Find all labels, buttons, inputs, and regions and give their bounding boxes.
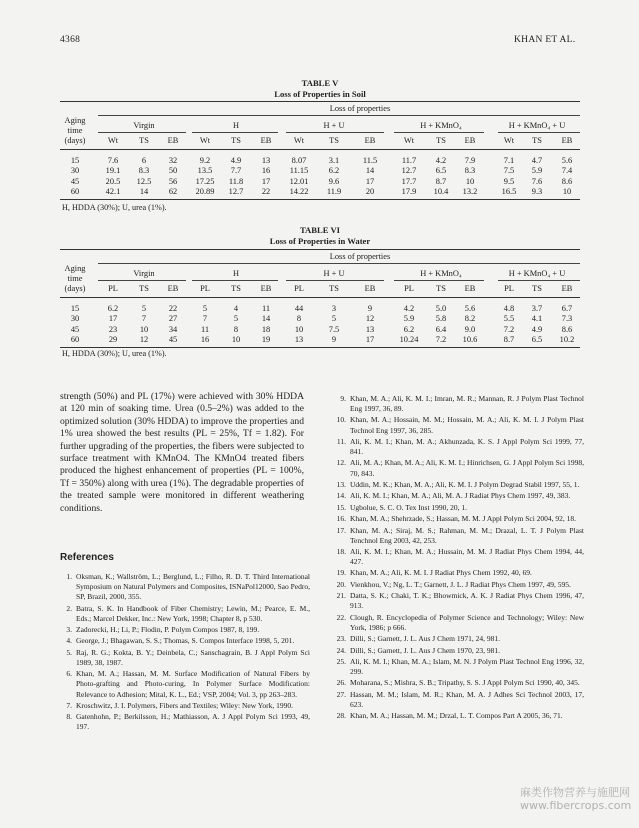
data-cell: 29 xyxy=(108,334,118,344)
data-cell: 17.25 xyxy=(195,176,215,186)
row-day-label: 45 xyxy=(70,324,80,334)
reference-item xyxy=(334,690,584,710)
reference-item xyxy=(334,547,584,567)
data-cell: 8 xyxy=(233,324,239,334)
reference-number: 20. xyxy=(336,579,346,589)
aging-time-label: Aging xyxy=(64,264,86,273)
reference-item xyxy=(60,572,310,602)
reference-text: Khan, M. A.; Shehrzade, S.; Hassan, M. M. J Appl Polym Sci 2004, 92, 18. xyxy=(350,514,577,524)
subcolumn-header: EB xyxy=(561,284,573,293)
data-cell: 6.4 xyxy=(435,324,447,334)
data-cell: 4.8 xyxy=(503,304,515,313)
reference-number: 18. xyxy=(336,546,346,556)
data-cell: 6 xyxy=(141,156,147,165)
data-cell: 12.7 xyxy=(228,186,244,196)
subcolumn-header: TS xyxy=(231,136,241,145)
data-cell: 7.6 xyxy=(107,156,119,165)
reference-text: Khan, M. A.; Hossain, M. M.; Hossain, M. A.; Ali, K. M. I. J Polym Plast Technol Eng 1997, 36, 285. xyxy=(350,415,584,435)
reference-number: 25. xyxy=(336,657,346,666)
data-cell: 62 xyxy=(168,186,178,196)
data-cell: 14 xyxy=(261,314,271,324)
page-number: 4368 xyxy=(60,35,81,45)
group-underline xyxy=(394,280,484,281)
data-cell: 7.1 xyxy=(503,156,515,165)
table6-subtitle: Loss of Properties in Water xyxy=(269,235,371,246)
reference-item xyxy=(60,701,310,711)
data-cell: 4 xyxy=(233,304,239,313)
data-cell: 6.5 xyxy=(435,166,447,176)
references-heading: References xyxy=(60,552,114,563)
data-cell: 12 xyxy=(139,334,149,344)
data-cell: 7.5 xyxy=(503,166,515,176)
row-day-label: 15 xyxy=(70,304,80,313)
data-cell: 5.5 xyxy=(503,314,515,324)
data-cell: 34 xyxy=(168,324,178,334)
data-cell: 4.1 xyxy=(531,314,543,324)
data-cell: 14 xyxy=(365,166,375,176)
data-cell: 7.7 xyxy=(230,166,242,176)
data-cell: 10 xyxy=(294,324,304,334)
data-cell: 9.2 xyxy=(199,156,211,165)
subcolumn-header: PL xyxy=(200,284,210,293)
data-cell: 16 xyxy=(200,334,210,344)
data-cell: 10 xyxy=(231,334,241,344)
reference-number: 7. xyxy=(66,700,72,710)
data-cell: 11.8 xyxy=(228,176,244,186)
data-cell: 5.6 xyxy=(561,156,573,165)
reference-number: 14. xyxy=(336,491,346,501)
reference-item xyxy=(60,669,310,699)
data-cell: 8.07 xyxy=(291,156,307,165)
group-underline xyxy=(498,280,580,281)
row-day-label: 15 xyxy=(70,156,80,165)
reference-item xyxy=(334,480,584,490)
reference-number: 16. xyxy=(336,514,346,524)
table5-title: TABLE V xyxy=(301,78,339,88)
data-cell: 8.7 xyxy=(435,176,447,186)
reference-text: Khan, M. A.; Hassan, M. M.; Drzal, L. T. Compos Part A 2005, 36, 71. xyxy=(350,711,563,721)
reference-number: 17. xyxy=(336,525,346,535)
data-cell: 20.5 xyxy=(105,176,121,186)
data-cell: 4.2 xyxy=(435,156,447,165)
subcolumn-header: Wt xyxy=(503,136,515,145)
reference-item xyxy=(334,394,584,414)
data-cell: 27 xyxy=(168,314,178,324)
data-cell: 4.9 xyxy=(531,324,543,334)
reference-item xyxy=(60,648,310,668)
reference-text: Gatenhohn, P.; Berkilsson, H.; Mathiasson, A. J Appl Polym Sci 1993, 49, 197. xyxy=(76,712,310,732)
data-cell: 5 xyxy=(141,304,147,313)
reference-item xyxy=(334,591,584,611)
data-cell: 8.6 xyxy=(561,324,573,334)
data-cell: 16.5 xyxy=(501,186,517,196)
reference-item xyxy=(334,568,584,578)
reference-text: Datta, S. K.; Chaki, T. K.; Bhowmick, A. K. J Radiat Phys Chem 1996, 47, 913. xyxy=(350,591,584,611)
data-cell: 42.1 xyxy=(105,186,121,196)
reference-text: Kroschwitz, J. I. Polymers, Fibers and Textiles; Wiley: New York, 1990. xyxy=(76,700,294,710)
data-cell: 13 xyxy=(261,156,271,165)
reference-text: Khan, M. A.; Ali, K. M. I. J Radiat Phys Chem 1992, 40, 69. xyxy=(350,568,532,578)
data-cell: 23 xyxy=(108,324,118,334)
data-cell: 32 xyxy=(168,156,178,165)
data-cell: 11.15 xyxy=(289,166,309,176)
body-paragraph: strength (50%) and PL (17%) were achieved with 30% HDDA at 120 min of soaking time. Urea (0.5–2%) was added to the optimized solution (30% HDDA) to improve the properties and 1% urea showed the best results (PL = 25%, Tf = 1.82). For further upgrading of the properties, the fibers were subjected to surface treatment with KMnO4. The KMnO4 treated fibers produced the highest enhancement of properties (PL = 100%, Tf = 350%) along with urea (1%). The degradable properties of the treated sample were monitored in different weathering conditions. xyxy=(60,391,304,514)
data-cell: 11 xyxy=(200,324,210,334)
row-day-label: 45 xyxy=(70,176,80,186)
data-cell: 4.2 xyxy=(403,304,415,313)
subcolumn-header: PL xyxy=(504,284,514,293)
reference-item xyxy=(60,625,310,635)
group-header: H + KMnO₄ + U xyxy=(508,269,566,278)
data-cell: 20.89 xyxy=(195,186,215,196)
reference-item xyxy=(334,458,584,478)
data-cell: 22 xyxy=(168,304,178,313)
data-cell: 11.5 xyxy=(362,156,378,165)
reference-number: 22. xyxy=(336,612,346,622)
data-cell: 8.3 xyxy=(138,166,150,176)
reference-item xyxy=(334,503,584,513)
data-cell: 10.2 xyxy=(559,334,575,344)
group-header: H + KMnO₄ xyxy=(420,121,462,130)
data-cell: 5 xyxy=(331,314,337,324)
data-cell: 12.01 xyxy=(289,176,309,186)
reference-number: 1. xyxy=(66,572,72,581)
reference-text: Ali, M. A.; Khan, M. A.; Ali, K. M. I.; Hinrichsen, G. J Appl Polym Sci 1998, 70, 843. xyxy=(350,458,584,478)
aging-time-label: (days) xyxy=(64,284,86,293)
aging-time-label: Aging xyxy=(64,116,86,125)
reference-number: 23. xyxy=(336,634,346,644)
row-day-label: 30 xyxy=(70,314,80,324)
group-header: H + KMnO₄ xyxy=(420,269,462,278)
data-cell: 18 xyxy=(261,324,271,334)
reference-item xyxy=(60,636,310,646)
table6 xyxy=(60,249,580,354)
group-header: Virgin xyxy=(133,121,155,130)
group-underline xyxy=(98,280,186,281)
group-underline xyxy=(98,132,186,133)
reference-number: 19. xyxy=(336,568,346,578)
row-day-label: 60 xyxy=(70,334,80,344)
data-cell: 13 xyxy=(294,334,304,344)
data-cell: 9.3 xyxy=(531,186,543,196)
subcolumn-header: EB xyxy=(260,136,272,145)
data-cell: 11.9 xyxy=(326,186,342,196)
table5 xyxy=(60,101,580,206)
data-cell: 8.6 xyxy=(561,176,573,186)
reference-text: Oksman, K.; Wallström, L.; Berglund, L.; Filho, R. D. T. Third International Symposium on Natural Polymers and Composites, ISNaPol12000, Sao Pedro, SP, Brazil, 2000, 355. xyxy=(76,572,310,602)
data-cell: 14.22 xyxy=(289,186,309,196)
subcolumn-header: TS xyxy=(139,284,149,293)
reference-number: 6. xyxy=(66,669,72,679)
reference-number: 5. xyxy=(66,647,72,657)
subcolumn-header: EB xyxy=(464,284,476,293)
table6-footnote: H, HDDA (30%); U, urea (1%). xyxy=(62,349,167,358)
subcolumn-header: Wt xyxy=(403,136,415,145)
reference-number: 3. xyxy=(66,625,72,635)
data-cell: 7 xyxy=(202,314,208,324)
data-cell: 9.6 xyxy=(328,176,340,186)
subcolumn-header: TS xyxy=(532,284,542,293)
data-cell: 7.9 xyxy=(464,156,476,165)
reference-text: Ali, K. M. I.; Khan, M. A.; Islam, M. N. J Polym Plast Technol Eng 1996, 32, 299. xyxy=(350,657,584,677)
reference-text: Ugbolue, S. C. O. Tex Inst 1990, 20, 1. xyxy=(350,502,468,512)
data-cell: 12.5 xyxy=(136,176,152,186)
data-cell: 13.2 xyxy=(462,186,478,196)
group-header: Virgin xyxy=(133,269,155,278)
data-cell: 7 xyxy=(141,314,147,324)
reference-item xyxy=(60,604,310,624)
group-underline xyxy=(286,280,384,281)
data-cell: 50 xyxy=(168,166,178,176)
table-top-rule xyxy=(60,101,580,102)
reference-text: Khan, M. A.; Ali, K. M. I.; Imran, M. R.; Mannan, R. J Polym Plast Technol Eng 1997, 36, 89. xyxy=(350,394,584,414)
reference-text: Moharana, S.; Mishra, S. B.; Tripathy, S. S. J Appl Polym Sci 1990, 40, 345. xyxy=(350,678,580,688)
reference-number: 2. xyxy=(66,603,72,613)
reference-number: 12. xyxy=(336,458,346,468)
group-underline xyxy=(286,132,384,133)
watermark-line1: 麻类作物营养与施肥网 xyxy=(520,786,630,799)
data-cell: 5 xyxy=(202,304,208,313)
reference-number: 10. xyxy=(336,415,346,425)
data-cell: 17 xyxy=(365,334,375,344)
data-cell: 12 xyxy=(365,314,375,324)
data-cell: 3.1 xyxy=(328,156,340,165)
group-spanner-rule xyxy=(98,115,580,116)
data-cell: 17.9 xyxy=(401,186,417,196)
subcolumn-header: TS xyxy=(436,284,446,293)
reference-item xyxy=(334,514,584,524)
data-cell: 8.2 xyxy=(464,314,476,324)
subcolumn-header: TS xyxy=(329,284,339,293)
subcolumn-header: EB xyxy=(167,136,179,145)
subcolumn-header: PL xyxy=(404,284,414,293)
data-cell: 9 xyxy=(367,304,373,313)
references-list-left xyxy=(60,572,310,734)
reference-number: 13. xyxy=(336,479,346,489)
subcolumn-header: Wt xyxy=(199,136,211,145)
table-bottom-rule xyxy=(60,347,580,348)
data-cell: 10.6 xyxy=(462,334,478,344)
subcolumn-header: Wt xyxy=(293,136,305,145)
reference-item xyxy=(334,678,584,688)
reference-number: 26. xyxy=(336,678,346,688)
table-top-rule xyxy=(60,249,580,250)
data-cell: 3.7 xyxy=(531,304,543,313)
reference-item xyxy=(334,711,584,721)
reference-text: Ali, K. M. I.; Khan, M. A.; Ali, M. A. J Radiat Phys Chem 1997, 49, 383. xyxy=(350,491,571,501)
data-cell: 12.7 xyxy=(401,166,417,176)
table-bottom-rule xyxy=(60,199,580,200)
aging-time-label: time xyxy=(67,126,83,135)
data-cell: 3 xyxy=(331,304,337,313)
data-cell: 10 xyxy=(465,176,475,186)
table5-caption xyxy=(60,78,580,99)
data-cell: 13 xyxy=(365,324,375,334)
reference-number: 15. xyxy=(336,502,346,512)
data-cell: 8 xyxy=(296,314,302,324)
subcolumn-header: EB xyxy=(364,136,376,145)
data-cell: 9.0 xyxy=(464,324,476,334)
reference-number: 9. xyxy=(340,394,346,403)
header-bottom-rule xyxy=(60,297,580,298)
data-cell: 7.6 xyxy=(531,176,543,186)
data-cell: 7.2 xyxy=(435,334,447,344)
data-cell: 6.2 xyxy=(403,324,415,334)
group-header: H + U xyxy=(323,269,345,278)
data-cell: 17 xyxy=(108,314,118,324)
data-cell: 4.9 xyxy=(230,156,242,165)
table5-footnote: H, HDDA (30%); U, urea (1%). xyxy=(62,203,167,212)
group-spanner-rule xyxy=(98,263,580,264)
reference-item xyxy=(334,634,584,644)
data-cell: 6.5 xyxy=(531,334,543,344)
data-cell: 56 xyxy=(168,176,178,186)
group-underline xyxy=(192,280,278,281)
row-day-label: 30 xyxy=(70,166,80,176)
aging-time-label: (days) xyxy=(64,136,86,145)
watermark-line2: www.fibercrops.com xyxy=(520,799,632,812)
reference-text: Khan, M. A.; Siraj, M. S.; Rahman, M. M.; Drazal, L. T. J Polym Plast Tenchnol Eng 2003, 42, 253. xyxy=(350,525,584,545)
subcolumn-header: EB xyxy=(561,136,573,145)
reference-item xyxy=(60,712,310,732)
subcolumn-header: TS xyxy=(139,136,149,145)
group-header: H xyxy=(232,269,240,278)
data-cell: 10.4 xyxy=(433,186,449,196)
reference-text: George, J.; Bhagawan, S. S.; Thomas, S. Compos Interface 1998, 5, 201. xyxy=(76,636,295,646)
reference-number: 27. xyxy=(336,689,346,699)
data-cell: 6.2 xyxy=(328,166,340,176)
data-cell: 20 xyxy=(365,186,375,196)
data-cell: 7.5 xyxy=(328,324,340,334)
reference-item xyxy=(334,646,584,656)
data-cell: 7.2 xyxy=(503,324,515,334)
reference-item xyxy=(334,580,584,590)
data-cell: 9.5 xyxy=(503,176,515,186)
data-cell: 22 xyxy=(261,186,271,196)
reference-text: Batra, S. K. In Handbook of Fiber Chemistry; Lewin, M.; Pearce, E. M., Eds.; Marcel Dekker, Inc.: New York, 1998; Chapter 8, p 530. xyxy=(76,603,310,623)
reference-text: Hassan, M. M.; Islam, M. R.; Khan, M. A. J Adhes Sci Technol 2003, 17, 623. xyxy=(350,689,584,709)
data-cell: 4.7 xyxy=(531,156,543,165)
subcolumn-header: TS xyxy=(329,136,339,145)
table5-subtitle: Loss of Properties in Soil xyxy=(274,88,366,99)
reference-text: Uddin, M. K.; Khan, M. A.; Ali, K. M. I. J Polym Degrad Stabil 1997, 55, 1. xyxy=(350,479,580,489)
reference-number: 4. xyxy=(66,636,72,646)
data-cell: 13.5 xyxy=(197,166,213,176)
reference-item xyxy=(334,415,584,435)
data-cell: 10.24 xyxy=(399,334,419,344)
data-cell: 10 xyxy=(562,186,572,196)
row-day-label: 60 xyxy=(70,186,80,196)
reference-text: Vienkhou, V.; Ng, L. T.; Garnett, J. L. J Radiat Phys Chem 1997, 49, 595. xyxy=(350,579,571,589)
reference-item xyxy=(334,437,584,457)
subcolumn-header: PL xyxy=(294,284,304,293)
data-cell: 17.7 xyxy=(401,176,417,186)
reference-number: 21. xyxy=(336,591,346,601)
subcolumn-header: EB xyxy=(364,284,376,293)
reference-text: Ali, K. M. I.; Khan, M. A.; Akhunzada, K. S. J Appl Polym Sci 1999, 77, 841. xyxy=(350,436,584,457)
data-cell: 17 xyxy=(365,176,375,186)
subcolumn-header: EB xyxy=(167,284,179,293)
data-cell: 8.7 xyxy=(503,334,515,344)
data-cell: 44 xyxy=(294,304,304,313)
aging-time-label: time xyxy=(67,274,83,283)
data-cell: 45 xyxy=(168,334,178,344)
reference-text: Zadorecki, H.; Li, P.; Flodin, P. Polym Compos 1987, 8, 199. xyxy=(76,625,260,635)
table6-caption xyxy=(60,225,580,246)
reference-item xyxy=(334,657,584,677)
reference-number: 11. xyxy=(336,436,346,446)
reference-item xyxy=(334,526,584,546)
data-cell: 5.9 xyxy=(531,166,543,176)
data-cell: 5 xyxy=(233,314,239,324)
data-cell: 17 xyxy=(261,176,271,186)
reference-text: Khan, M. A.; Hassan, M. M. Surface Modification of Natural Fibers by Photo-grafting and Photo-curing, In Polymer Surface Modification: Relevance to Adhesion; Mital, K. L., Ed.; VSP, 2004; Vol. 3, pp 263–283. xyxy=(76,669,310,699)
loss-of-properties-header: Loss of properties xyxy=(329,252,391,261)
subcolumn-header: PL xyxy=(108,284,118,293)
watermark xyxy=(520,786,631,812)
group-underline xyxy=(192,132,278,133)
reference-text: Clough, R. Encyclopedia of Polymer Science and Technology; Wiley: New York, 1986; p 666. xyxy=(350,612,584,632)
group-underline xyxy=(498,132,580,133)
reference-number: 28. xyxy=(336,711,346,721)
reference-item xyxy=(334,491,584,501)
data-cell: 9 xyxy=(331,334,337,344)
data-cell: 7.3 xyxy=(561,314,573,324)
data-cell: 14 xyxy=(139,186,149,196)
group-underline xyxy=(394,132,484,133)
data-cell: 19 xyxy=(261,334,271,344)
data-cell: 11 xyxy=(261,304,271,313)
subcolumn-header: Wt xyxy=(107,136,119,145)
table6-title: TABLE VI xyxy=(299,225,341,235)
group-header: H + U xyxy=(323,121,345,130)
loss-of-properties-header: Loss of properties xyxy=(329,104,391,113)
subcolumn-header: TS xyxy=(231,284,241,293)
data-cell: 6.7 xyxy=(561,304,573,313)
reference-number: 8. xyxy=(66,712,72,722)
reference-text: Raj, R. G.; Kokta, B. Y.; Deinbela, C.; Sanschagrain, B. J Appl Polym Sci 1989, 38, 1987. xyxy=(76,647,310,667)
data-cell: 11.7 xyxy=(401,156,417,165)
reference-item xyxy=(334,613,584,633)
data-cell: 5.6 xyxy=(464,304,476,313)
data-cell: 19.1 xyxy=(105,166,121,176)
subcolumn-header: EB xyxy=(260,284,272,293)
subcolumn-header: TS xyxy=(532,136,542,145)
reference-text: Ali, K. M. I.; Khan, M. A.; Hussain, M. M. J Radiat Phys Chem 1994, 44, 427. xyxy=(350,546,584,567)
subcolumn-header: TS xyxy=(436,136,446,145)
group-header: H + KMnO₄ + U xyxy=(508,121,566,130)
data-cell: 5.9 xyxy=(403,314,415,324)
data-cell: 16 xyxy=(261,166,271,176)
data-cell: 6.2 xyxy=(107,304,119,313)
references-list-right xyxy=(334,394,584,723)
reference-text: Dilli, S.; Garnett, J. L. Aus J Chem 1971, 24, 981. xyxy=(350,634,500,644)
header-bottom-rule xyxy=(60,149,580,150)
running-title: KHAN ET AL. xyxy=(514,35,576,45)
data-cell: 7.4 xyxy=(561,166,573,176)
data-cell: 5.0 xyxy=(435,304,447,313)
data-cell: 5.8 xyxy=(435,314,447,324)
subcolumn-header: EB xyxy=(464,136,476,145)
reference-text: Dilli, S.; Garnett, J. L. Aus J Chem 1970, 23, 981. xyxy=(350,645,500,655)
group-header: H xyxy=(232,121,240,130)
reference-number: 24. xyxy=(336,645,346,655)
data-cell: 8.3 xyxy=(464,166,476,176)
data-cell: 10 xyxy=(139,324,149,334)
